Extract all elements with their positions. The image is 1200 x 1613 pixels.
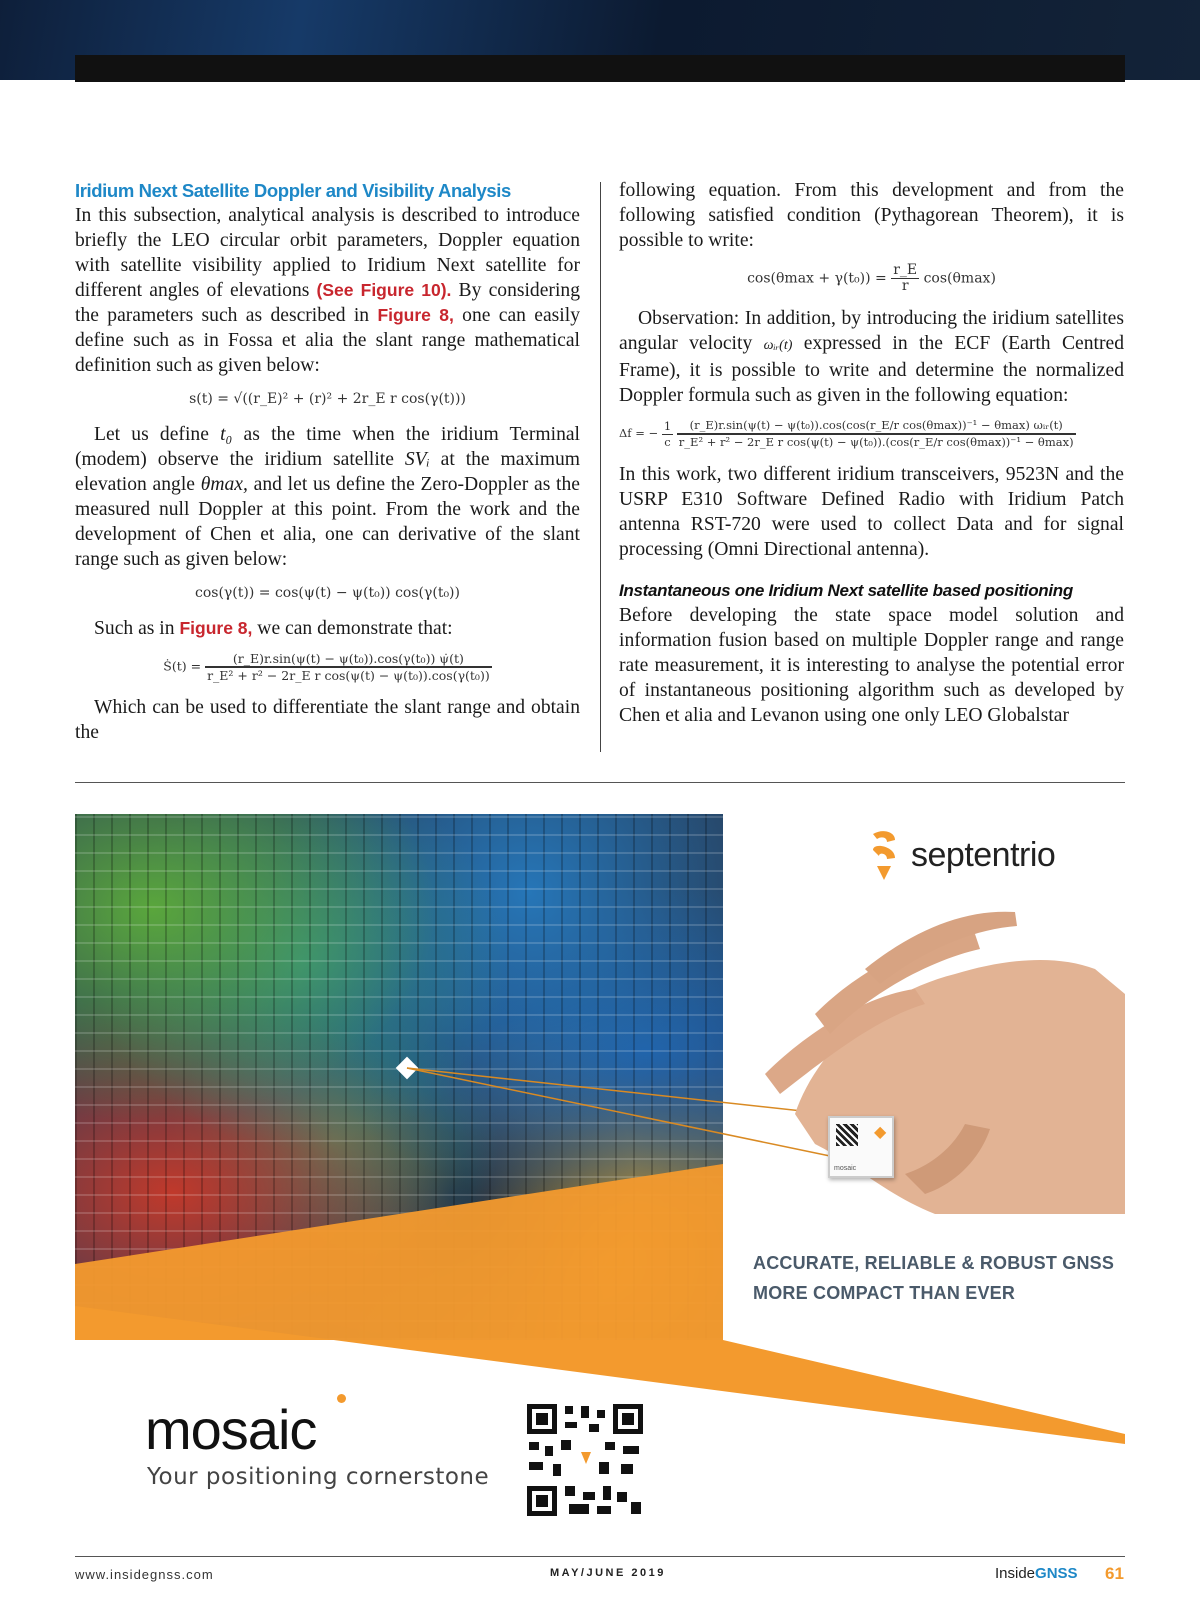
equation-doppler: Δf = − $\frac{1}{c}$ (r_E)r.sin(ψ(t) − ψ(t₀)).cos(cos(r_E/r cos(θmax))⁻¹ − θmax) ωᵢᵣ(t) r_E² + r² − 2r_E r cos(ψ(t) − ψ(t₀)).(cos(r_E/r cos(θmax))⁻¹ − θmax) <box>619 418 1074 449</box>
subsection-heading: Instantaneous one Iridium Next satellite based positioning <box>619 581 1073 600</box>
header-bar <box>75 55 1125 82</box>
figure-ref-8-second[interactable]: Figure 8, <box>179 618 253 638</box>
advertisement[interactable] <box>75 814 1125 1534</box>
footer-date: MAY/JUNE 2019 <box>550 1567 666 1579</box>
product-name: mosaic <box>145 1398 317 1461</box>
chip-logo-icon: ◆ <box>874 1124 887 1141</box>
column-divider <box>600 182 601 752</box>
footer-url[interactable]: www.insidegnss.com <box>75 1567 214 1582</box>
paragraph-positioning: Before developing the state space model solution and information fusion based on multiple Doppler range and range rate measurement, it is interesting to analyse the potential error of instantaneous positioning algorithm such as developed by Chen et alia and Levanon using one only LEO Globalstar <box>619 605 1124 726</box>
page-number: 61 <box>1105 1564 1124 1583</box>
equation-slant-rate: Ṡ(t) = $\frac{\text{(r\_E)r.sin(ψ(t) − ψ(t₀)).cos(γ(t₀)) ψ̇(t)}}{\text{r\_E² + r² − 2r\_E r cos(ψ(t) − ψ(t₀)).cos(γ(t₀))}}$ <box>163 651 490 683</box>
septentrio-mark-icon <box>869 828 899 882</box>
equation-pythagorean: cos(θmax + γ(t₀)) = $\frac{r\_E}{r}$ cos(θmax) <box>747 262 996 294</box>
paragraph-zero-doppler: Let us define t₀ as the time when the iridium Terminal (modem) observe the iridium satellite SVᵢ at the maximum elevation angle θmax, and let us define the Zero-Doppler as the measured null Doppler at this point. From the work and the development of Chen et alia, one can derivative of the slant range such as given below: <box>75 424 581 570</box>
equation-cos-gamma: cos(γ(t)) = cos(ψ(t) − ψ(t₀)) cos(γ(t₀)) <box>195 585 460 601</box>
ad-tagline: ACCURATE, RELIABLE & ROBUST GNSS MORE COMPACT THAN EVER <box>753 1253 1115 1303</box>
right-column <box>619 178 1124 728</box>
left-column <box>75 178 580 745</box>
page-footer <box>75 1563 1125 1587</box>
product-dot <box>337 1394 346 1403</box>
paragraph-intro: In this subsection, analytical analysis is described to introduce briefly the LEO circular orbit parameters, Doppler equation with satellite visibility applied to Iridium Next satellite for different angles of elevations (See Figure 10). By considering the parameters such as described in Figure 8, one can easily define such as in Fossa et alia the slant range mathematical definition such as given below: <box>75 205 580 376</box>
publication-name: InsideGNSS <box>995 1565 1078 1582</box>
figure-ref-10[interactable]: (See Figure 10). <box>316 280 452 300</box>
section-heading: Iridium Next Satellite Doppler and Visibility Analysis <box>75 180 511 201</box>
footer-rule <box>75 1556 1125 1557</box>
paragraph-transceivers: In this work, two different iridium transceivers, 9523N and the USRP E310 Software Defined Radio with Iridium Patch antenna RST-720 were used to collect Data and for signal processing (Omni Directional antenna). <box>619 464 1124 560</box>
chip-qr-icon <box>836 1124 858 1146</box>
paragraph-demonstrate: Such as in Figure 8, we can demonstrate that: <box>94 618 453 639</box>
qr-code[interactable] <box>525 1402 645 1518</box>
ad-top-rule <box>75 782 1125 783</box>
equation-slant-range: s(t) = √((r_E)² + (r)² + 2r_E r cos(γ(t))) <box>189 391 466 407</box>
hand-image <box>755 874 1125 1214</box>
figure-ref-8[interactable]: Figure 8, <box>377 305 454 325</box>
paragraph-differentiate: Which can be used to differentiate the slant range and obtain the <box>75 697 580 743</box>
paragraph-observation: Observation: In addition, by introducing the iridium satellites angular velocity ωᵢᵣ(t) expressed in the ECF (Earth Centred Frame), it is possible to write and determine the normalized Doppler formula such as given in the following equation: <box>619 308 1124 406</box>
paragraph-following-equation: following equation. From this development and from the following satisfied condition (Pythagorean Theorem), it is possible to write: <box>619 180 1124 251</box>
mosaic-module-chip: ◆ mosaic <box>828 1116 894 1178</box>
septentrio-logo: septentrio <box>869 828 1055 882</box>
product-tagline: Your positioning cornerstone <box>147 1464 490 1490</box>
